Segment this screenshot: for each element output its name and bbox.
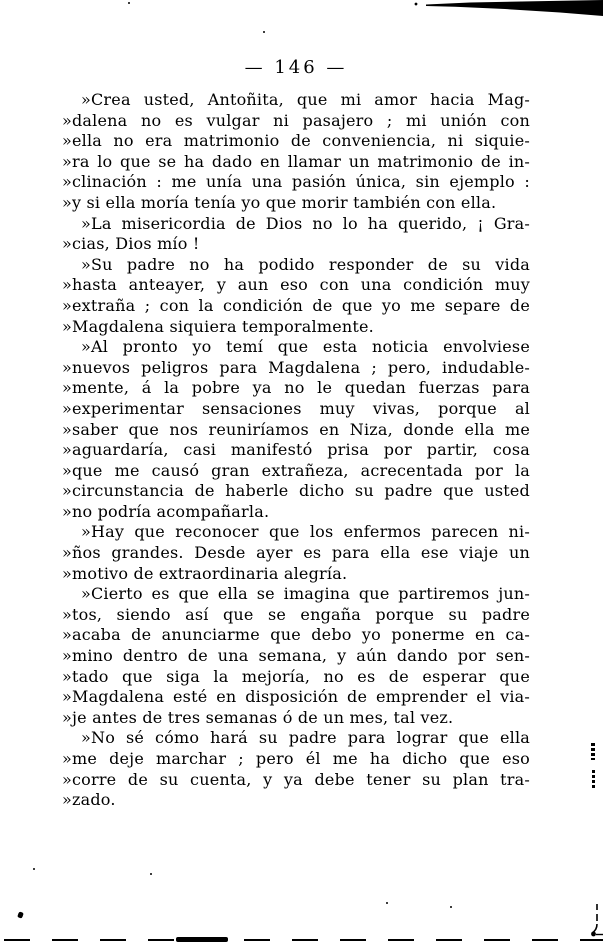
hook-mark-artifact [588, 903, 603, 939]
text-line: »Crea usted, Antoñita, que mi amor hacia Mag- [81, 90, 530, 109]
page-edge-mark [592, 770, 595, 788]
text-line: »Magdalena siquiera temporalmente. [62, 316, 374, 336]
text-line: »Cierto es que ella se imagina que partiremos jun- [81, 584, 530, 604]
text-line: »ños grandes. Desde ayer es para ella ese viaje un [62, 543, 530, 563]
text-line: »Magdalena esté en disposición de emprender el via- [62, 687, 530, 707]
text-line: »cias, Dios mío ! [62, 234, 200, 254]
text-line: »mino dentro de una semana, y aún dando por sen- [62, 646, 530, 666]
text-line: »tado que siga la mejoría, no es de esperar que [62, 666, 530, 686]
text-line: »zado. [62, 790, 116, 810]
page-edge-mark [591, 743, 595, 760]
ink-speck [386, 902, 388, 904]
text-line: »No sé cómo hará su padre para lograr que ella [81, 728, 530, 748]
page-body [62, 90, 530, 811]
text-line: »La misericordia de Dios no lo ha querido, ¡ Gra- [81, 213, 530, 233]
page-bottom-edge-blob [176, 937, 228, 942]
ink-speck [263, 31, 265, 33]
text-line: »circunstancia de haberle dicho su padre que usted [62, 481, 530, 501]
text-line: »corre de su cuenta, y ya debe tener su plan tra- [62, 769, 530, 789]
ink-blot [17, 911, 24, 918]
text-line: »experimentar sensaciones muy vivas, porque al [62, 398, 530, 418]
text-line: »ra lo que se ha dado en llamar un matrimonio de in- [62, 151, 530, 171]
text-line: »saber que nos reuniríamos en Niza, donde ella me [62, 419, 530, 439]
text-line: »tos, siendo así que se engaña porque su padre [62, 604, 530, 624]
text-line: »hasta anteayer, y aun eso con una condición muy [62, 275, 530, 295]
text-line: »motivo de extraordinaria alegría. [62, 563, 348, 583]
text-line: »ella no era matrimonio de conveniencia, ni siquie- [62, 131, 530, 151]
text-line: »me deje marchar ; pero él me ha dicho que eso [62, 749, 530, 768]
text-line: »extraña ; con la condición de que yo me separe de [62, 295, 530, 315]
text-line: »mente, á la pobre ya no le quedan fuerzas para [62, 378, 530, 398]
page-bottom-edge-dashes [4, 939, 603, 941]
text-line: »je antes de tres semanas ó de un mes, tal vez. [62, 707, 454, 727]
ink-streak-artifact [410, 0, 603, 20]
text-line: »Hay que reconocer que los enfermos parecen ni- [81, 522, 530, 542]
ink-speck [450, 906, 452, 908]
text-line: »Al pronto yo temí que esta noticia envolviese [81, 337, 530, 357]
text-line: »no podría acompañarla. [62, 501, 270, 521]
ink-speck [150, 873, 152, 875]
text-line: »y si ella moría tenía yo que morir también con ella. [62, 192, 497, 212]
text-line: »nuevos peligros para Magdalena ; pero, indudable- [62, 357, 530, 377]
ink-speck [33, 868, 35, 870]
text-line: »Su padre no ha podido responder de su vida [81, 254, 530, 274]
page-number: — 146 — [244, 57, 348, 78]
text-line: »acaba de anunciarme que debo yo ponerme en ca- [62, 625, 530, 645]
text-line: »aguardaría, casi manifestó prisa por partir, cosa [62, 440, 530, 460]
ink-speck [128, 2, 130, 4]
text-line: »que me causó gran extrañeza, acrecentada por la [62, 460, 530, 480]
text-line: »clinación : me unía una pasión única, sin ejemplo : [62, 172, 530, 192]
text-line: »dalena no es vulgar ni pasajero ; mi unión con [62, 110, 530, 130]
